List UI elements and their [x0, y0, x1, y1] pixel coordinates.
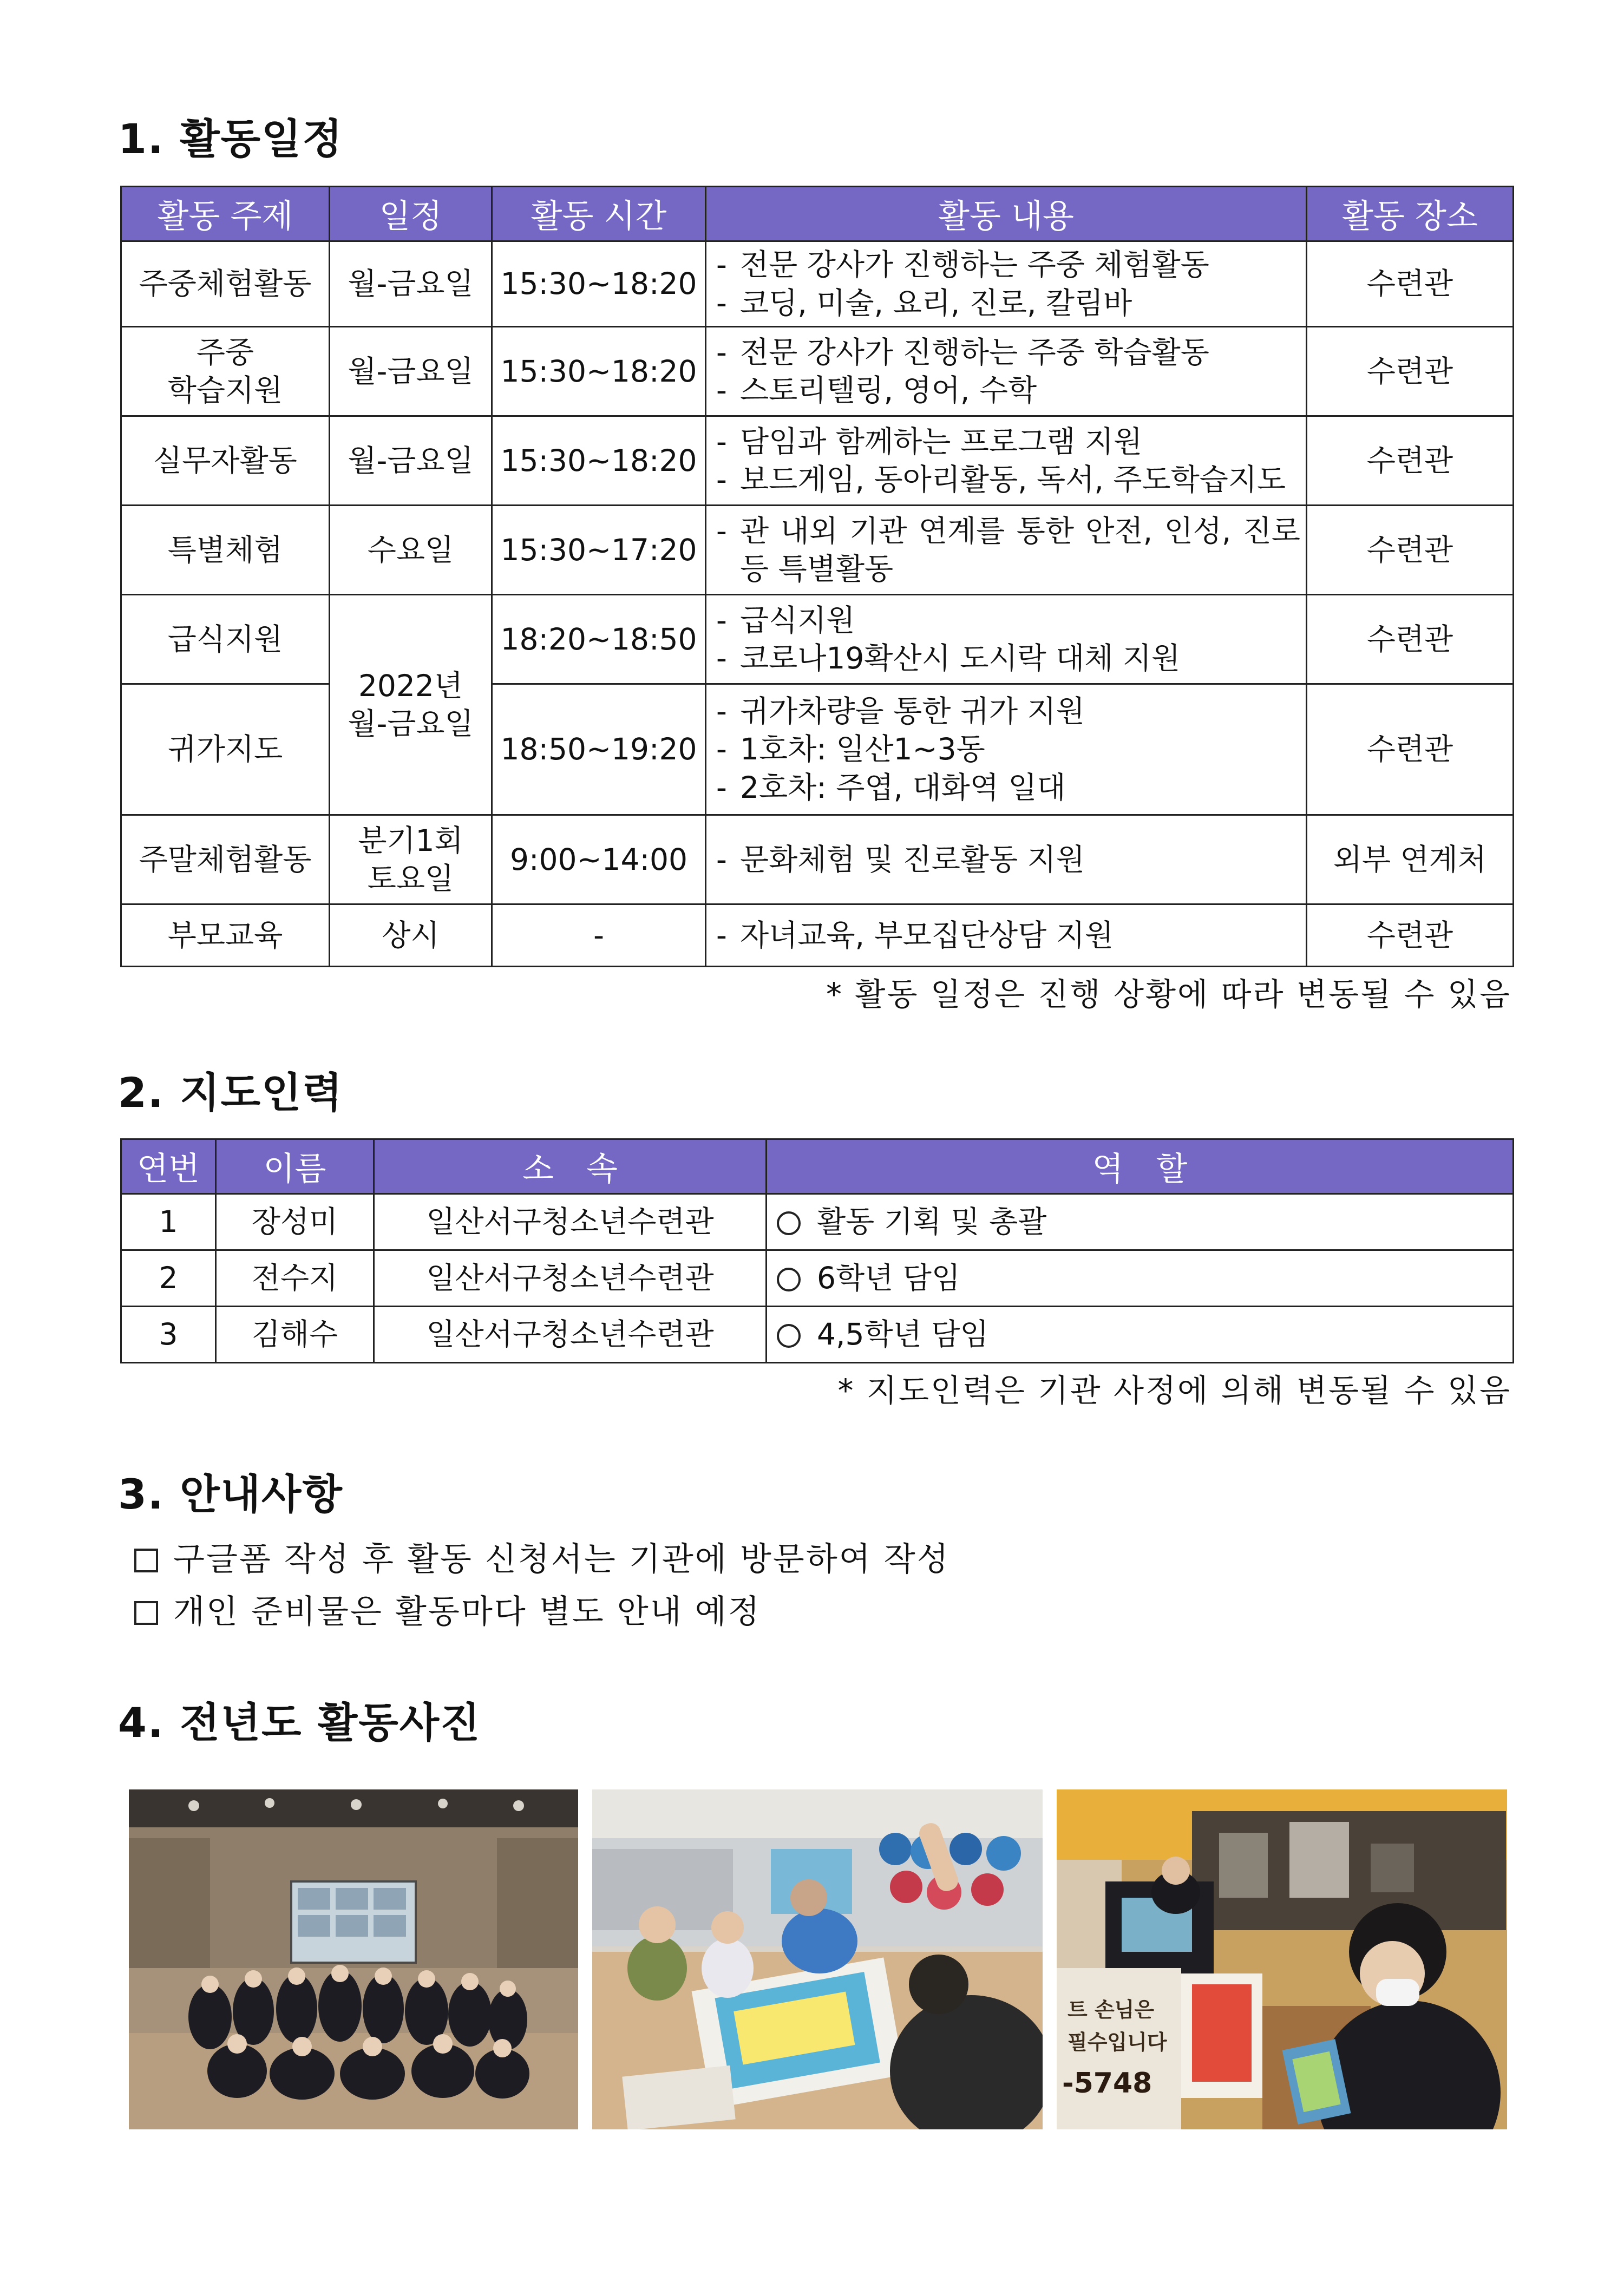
staff-no: 3 [121, 1307, 216, 1363]
schedule-place: 수련관 [1307, 684, 1514, 815]
schedule-theme: 부모교육 [121, 904, 330, 967]
boardgame-photo-image [592, 1789, 1043, 2129]
schedule-day: 월-금요일 [330, 241, 492, 327]
schedule-time: 18:50~19:20 [492, 684, 706, 815]
schedule-header-schedule: 일정 [330, 187, 492, 241]
content-line: 전문 강사가 진행하는 주중 학습활동 [740, 335, 1209, 370]
staff-no: 2 [121, 1250, 216, 1307]
schedule-theme: 실무자활동 [121, 416, 330, 506]
schedule-day: 2022년 월-금요일 [330, 595, 492, 815]
content-line: 급식지원 [740, 602, 855, 638]
cafe-photo-image [1057, 1789, 1507, 2129]
staff-header-org: 소 속 [374, 1139, 767, 1194]
content-line: 자녀교육, 부모집단상담 지원 [740, 917, 1114, 953]
circle-bullet-icon [777, 1324, 801, 1348]
schedule-header-time: 활동 시간 [492, 187, 706, 241]
schedule-header-place: 활동 장소 [1307, 187, 1514, 241]
staff-header-role: 역 할 [767, 1139, 1514, 1194]
staff-org: 일산서구청소년수련관 [374, 1194, 767, 1250]
staff-header-row [121, 1139, 1514, 1194]
table-row [121, 815, 1514, 904]
activity-photo-group [129, 1789, 578, 2129]
table-row [121, 1307, 1514, 1363]
schedule-content: - 전문 강사가 진행하는 주중 체험활동 - 코딩, 미술, 요리, 진로, 칼림바 [706, 241, 1307, 327]
schedule-theme: 급식지원 [121, 595, 330, 684]
circle-bullet-icon [777, 1211, 801, 1235]
sign-text-line: 트 손님은 [1068, 1998, 1155, 2022]
schedule-content: - 전문 강사가 진행하는 주중 학습활동 - 스토리텔링, 영어, 수학 [706, 327, 1307, 416]
schedule-day: 월-금요일 [330, 416, 492, 506]
schedule-place: 수련관 [1307, 416, 1514, 506]
schedule-content: - 담임과 함께하는 프로그램 지원 - 보드게임, 동아리활동, 독서, 주도학습지도 [706, 416, 1307, 506]
notice-item [134, 1533, 950, 1580]
schedule-theme: 특별체험 [121, 506, 330, 595]
schedule-content: - 문화체험 및 진로활동 지원 [706, 815, 1307, 904]
section-title-staff: 2. 지도인력 [118, 1068, 343, 1117]
staff-org: 일산서구청소년수련관 [374, 1307, 767, 1363]
schedule-note: * 활동 일정은 진행 상황에 따라 변동될 수 있음 [826, 976, 1511, 1013]
schedule-place: 수련관 [1307, 506, 1514, 595]
schedule-place: 수련관 [1307, 904, 1514, 967]
schedule-theme: 주중 학습지원 [121, 327, 330, 416]
schedule-content: - 관 내외 기관 연계를 통한 안전, 인성, 진로 등 특별활동 [706, 506, 1307, 595]
content-line: 보드게임, 동아리활동, 독서, 주도학습지도 [740, 462, 1286, 497]
schedule-content: - 자녀교육, 부모집단상담 지원 [706, 904, 1307, 967]
notice-text: 개인 준비물은 활동마다 별도 안내 예정 [173, 1593, 761, 1631]
notice-item [134, 1586, 761, 1632]
staff-no: 1 [121, 1194, 216, 1250]
staff-header-no: 연번 [121, 1139, 216, 1194]
section-title-notice: 3. 안내사항 [118, 1470, 343, 1518]
activity-photo-boardgame [592, 1789, 1043, 2129]
table-row [121, 327, 1514, 416]
content-line: 관 내외 기관 연계를 통한 안전, 인성, 진로 등 특별활동 [740, 513, 1300, 586]
staff-name: 전수지 [216, 1250, 374, 1307]
staff-role-text: 4,5학년 담임 [817, 1317, 989, 1352]
staff-org: 일산서구청소년수련관 [374, 1250, 767, 1307]
schedule-place: 수련관 [1307, 241, 1514, 327]
schedule-header-row [121, 187, 1514, 241]
schedule-content: - 귀가차량을 통한 귀가 지원 - 1호차: 일산1~3동 - 2호차: 주엽, 대화역 일대 [706, 684, 1307, 815]
staff-role-text: 활동 기획 및 총괄 [817, 1204, 1047, 1240]
schedule-day: 상시 [330, 904, 492, 967]
content-line: 코딩, 미술, 요리, 진로, 칼림바 [740, 285, 1132, 320]
schedule-content: - 급식지원 - 코로나19확산시 도시락 대체 지원 [706, 595, 1307, 684]
notice-text: 구글폼 작성 후 활동 신청서는 기관에 방문하여 작성 [173, 1540, 950, 1578]
schedule-time: 15:30~17:20 [492, 506, 706, 595]
schedule-header-content: 활동 내용 [706, 187, 1307, 241]
circle-bullet-icon [777, 1268, 801, 1291]
content-line: 담임과 함께하는 프로그램 지원 [740, 424, 1143, 459]
schedule-header-theme: 활동 주제 [121, 187, 330, 241]
schedule-time: 18:20~18:50 [492, 595, 706, 684]
content-line: 스토리텔링, 영어, 수학 [740, 373, 1037, 408]
staff-role [767, 1250, 1514, 1307]
staff-table [120, 1138, 1514, 1363]
group-photo-image [129, 1789, 578, 2129]
table-row [121, 506, 1514, 595]
staff-name: 장성미 [216, 1194, 374, 1250]
schedule-time: - [492, 904, 706, 967]
section-title-photos: 4. 전년도 활동사진 [118, 1699, 481, 1747]
table-row [121, 595, 1514, 684]
staff-header-name: 이름 [216, 1139, 374, 1194]
content-line: 문화체험 및 진로활동 지원 [740, 842, 1085, 877]
schedule-time: 15:30~18:20 [492, 416, 706, 506]
staff-role [767, 1307, 1514, 1363]
staff-role [767, 1194, 1514, 1250]
schedule-day: 월-금요일 [330, 327, 492, 416]
table-row [121, 904, 1514, 967]
schedule-time: 9:00~14:00 [492, 815, 706, 904]
content-line: 귀가차량을 통한 귀가 지원 [740, 693, 1085, 729]
schedule-theme: 주말체험활동 [121, 815, 330, 904]
photo-sign [1062, 1998, 1168, 2100]
schedule-day: 분기1회 토요일 [330, 815, 492, 904]
schedule-table [120, 186, 1514, 967]
schedule-theme: 주중체험활동 [121, 241, 330, 327]
schedule-time: 15:30~18:20 [492, 327, 706, 416]
table-row [121, 416, 1514, 506]
section-title-schedule: 1. 활동일정 [118, 115, 343, 163]
checkbox-square-icon [134, 1549, 158, 1572]
checkbox-square-icon [134, 1601, 158, 1625]
schedule-place: 수련관 [1307, 327, 1514, 416]
staff-name: 김해수 [216, 1307, 374, 1363]
schedule-place: 외부 연계처 [1307, 815, 1514, 904]
sign-text-line: -5748 [1062, 2067, 1152, 2100]
content-line: 1호차: 일산1~3동 [740, 732, 985, 767]
activity-photo-cafe [1057, 1789, 1507, 2129]
table-row [121, 1194, 1514, 1250]
content-line: 2호차: 주엽, 대화역 일대 [740, 770, 1066, 805]
schedule-time: 15:30~18:20 [492, 241, 706, 327]
table-row [121, 241, 1514, 327]
schedule-theme: 귀가지도 [121, 684, 330, 815]
sign-text-line: 필수입니다 [1068, 2030, 1167, 2054]
table-row [121, 1250, 1514, 1307]
schedule-place: 수련관 [1307, 595, 1514, 684]
content-line: 코로나19확산시 도시락 대체 지원 [740, 641, 1181, 676]
schedule-day: 수요일 [330, 506, 492, 595]
staff-note: * 지도인력은 기관 사정에 의해 변동될 수 있음 [837, 1372, 1511, 1409]
content-line: 전문 강사가 진행하는 주중 체험활동 [740, 247, 1209, 283]
staff-role-text: 6학년 담임 [817, 1261, 960, 1296]
